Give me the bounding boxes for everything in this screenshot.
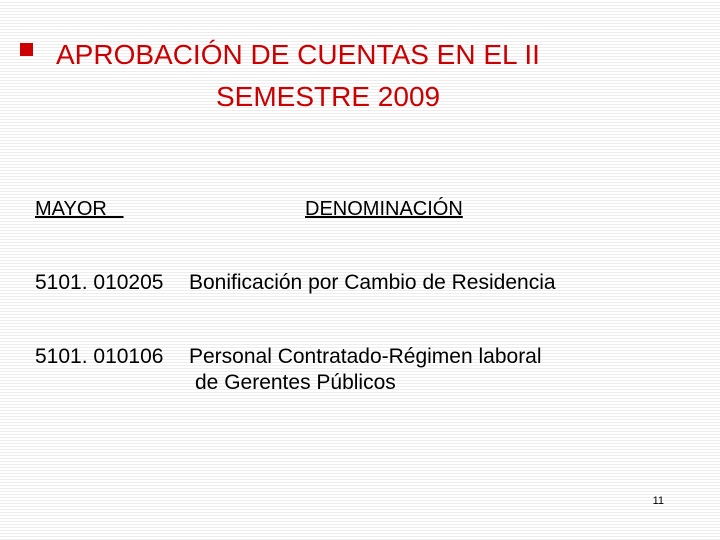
column-header-denominacion: DENOMINACIÓN <box>305 198 463 220</box>
account-code: 5101. 010205 <box>35 271 164 294</box>
square-bullet-icon <box>20 43 33 56</box>
account-row <box>35 344 542 396</box>
account-description-text: Bonificación por Cambio de Residencia <box>189 271 556 294</box>
page-number: 11 <box>652 495 664 507</box>
title-line-2: SEMESTRE 2009 <box>216 81 441 112</box>
account-code: 5101. 010106 <box>35 345 164 368</box>
title-line-1: APROBACIÓN DE CUENTAS EN EL II <box>56 39 540 70</box>
account-description-line-1: Personal Contratado-Régimen laboral <box>189 345 542 368</box>
slide-title <box>56 34 656 118</box>
account-description <box>189 270 556 296</box>
account-description <box>189 344 542 396</box>
column-header-mayor: MAYOR <box>35 198 124 220</box>
account-row <box>35 270 556 296</box>
account-description-line-2: de Gerentes Públicos <box>195 371 396 394</box>
